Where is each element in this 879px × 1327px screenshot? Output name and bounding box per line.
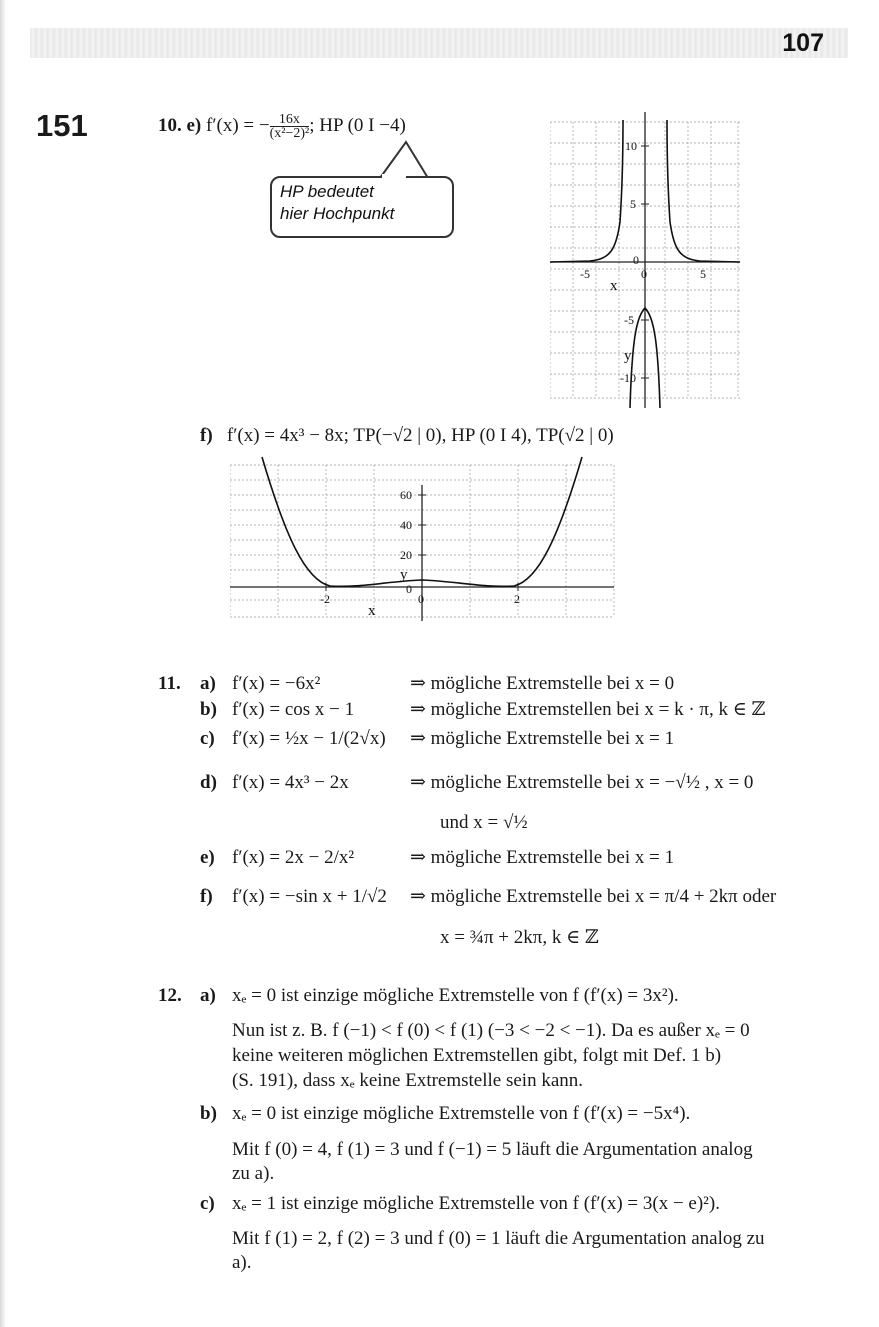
ex12-a-line2: Nun ist z. B. f (−1) < f (0) < f (1) (−3 < −2 < −1). Da es außer xₑ = 0 [232,1020,750,1041]
ex11-c-formula: f′(x) = ½x − 1/(2√x) [232,728,386,749]
ex11-d-result: ⇒ mögliche Extremstelle bei x = −√½ , x = 0 [410,772,754,793]
axis-label-y: y [624,348,632,364]
exercise-10-f-line [200,425,614,447]
tick-y-0: 0 [633,253,639,267]
ex11-d-result-cont: und x = √½ [440,812,528,833]
graph-10e [550,112,742,410]
ex11-e-formula: f′(x) = 2x − 2/x² [232,847,355,868]
callout-text [280,181,394,225]
tick-y-0: 0 [406,582,412,596]
exercise-11-number: 11. [158,673,181,694]
formula-tail: ; HP (0 I −4) [309,114,406,136]
ex12-a-line3: keine weiteren möglichen Extremstellen gibt, folgt mit Def. 1 b) [232,1045,722,1066]
axis-label-y: y [400,567,408,583]
ex12-b-label: b) [200,1103,217,1124]
ex11-b-label: b) [200,699,217,720]
ex11-b-formula: f′(x) = cos x − 1 [232,699,355,720]
ex12-a-label: a) [200,985,216,1006]
tick-y-20: 20 [400,548,412,562]
tick-x-5: 5 [700,267,706,281]
exercise-number: 10. [158,114,182,136]
ex11-e-label: e) [200,847,215,868]
ex11-d-label: d) [200,772,217,793]
callout-line-1: HP bedeutet [280,182,374,201]
ex12-c-line2: Mit f (1) = 2, f (2) = 3 und f (0) = 1 läuft die Argumentation analog zu [232,1228,765,1249]
ex11-f-formula: f′(x) = −sin x + 1/√2 [232,886,387,907]
axis-label-x: x [610,278,618,294]
tick-y-neg10: -10 [620,371,636,385]
tick-y-10: 10 [625,139,637,153]
ex11-f-result: ⇒ mögliche Extremstelle bei x = π/4 + 2kπ oder [410,886,777,907]
ex11-d-formula: f′(x) = 4x³ − 2x [232,772,349,793]
tick-y-40: 40 [400,518,412,532]
ex11-c-label: c) [200,728,215,749]
sub-label: e) [186,114,202,136]
tick-y-5: 5 [630,197,636,211]
tick-x-neg5: -5 [580,267,590,281]
ex11-c-result: ⇒ mögliche Extremstelle bei x = 1 [410,728,675,749]
ex11-f-label: f) [200,886,213,907]
page-number: 107 [782,29,824,57]
ex12-b-line2: Mit f (0) = 4, f (1) = 3 und f (−1) = 5 läuft die Argumentation analog [232,1139,753,1160]
ex12-b-line3: zu a). [232,1163,275,1184]
tick-x-0: 0 [418,592,424,606]
tick-x-2: 2 [514,592,520,606]
ex12-a-line1: xₑ = 0 ist einzige mögliche Extremstelle von f (f′(x) = 3x²). [232,985,679,1006]
axis-label-x: x [368,603,376,619]
fraction-denominator: (x²−2)² [269,126,310,141]
fraction-numerator: 16x [270,113,310,127]
chapter-number: 151 [36,108,88,143]
header-band [30,28,848,58]
ex12-c-line1: xₑ = 1 ist einzige mögliche Extremstelle von f (f′(x) = 3(x − e)²). [232,1193,720,1214]
exercise-12-number: 12. [158,985,182,1006]
ex12-c-label: c) [200,1193,215,1214]
ex11-a-formula: f′(x) = −6x² [232,673,321,694]
page-edge-shadow [0,0,6,1327]
ex12-b-line1: xₑ = 0 ist einzige mögliche Extremstelle von f (f′(x) = −5x⁴). [232,1103,691,1124]
tick-x-neg2: -2 [320,592,330,606]
sub-label: f) [200,425,213,446]
ex11-a-result: ⇒ mögliche Extremstelle bei x = 0 [410,673,675,694]
ex12-c-line3: a). [232,1252,252,1273]
tick-y-60: 60 [400,488,412,502]
ex11-f-result-cont: x = ¾π + 2kπ, k ∈ ℤ [440,927,599,948]
ex11-b-result: ⇒ mögliche Extremstellen bei x = k · π, k ∈ ℤ [410,699,766,720]
ex11-e-result: ⇒ mögliche Extremstelle bei x = 1 [410,847,675,868]
ex11-a-label: a) [200,673,216,694]
ex12-a-line4: (S. 191), dass xₑ keine Extremstelle sein kann. [232,1070,584,1091]
formula: f′(x) = 4x³ − 8x; TP(−√2 | 0), HP (0 I 4), TP(√2 | 0) [226,425,614,446]
formula-lhs: f′(x) = − [206,114,270,136]
tick-y-neg5: -5 [624,313,634,327]
graph-10f [230,455,616,623]
callout-line-2: hier Hochpunkt [280,204,395,223]
tick-x-0: 0 [641,267,647,281]
